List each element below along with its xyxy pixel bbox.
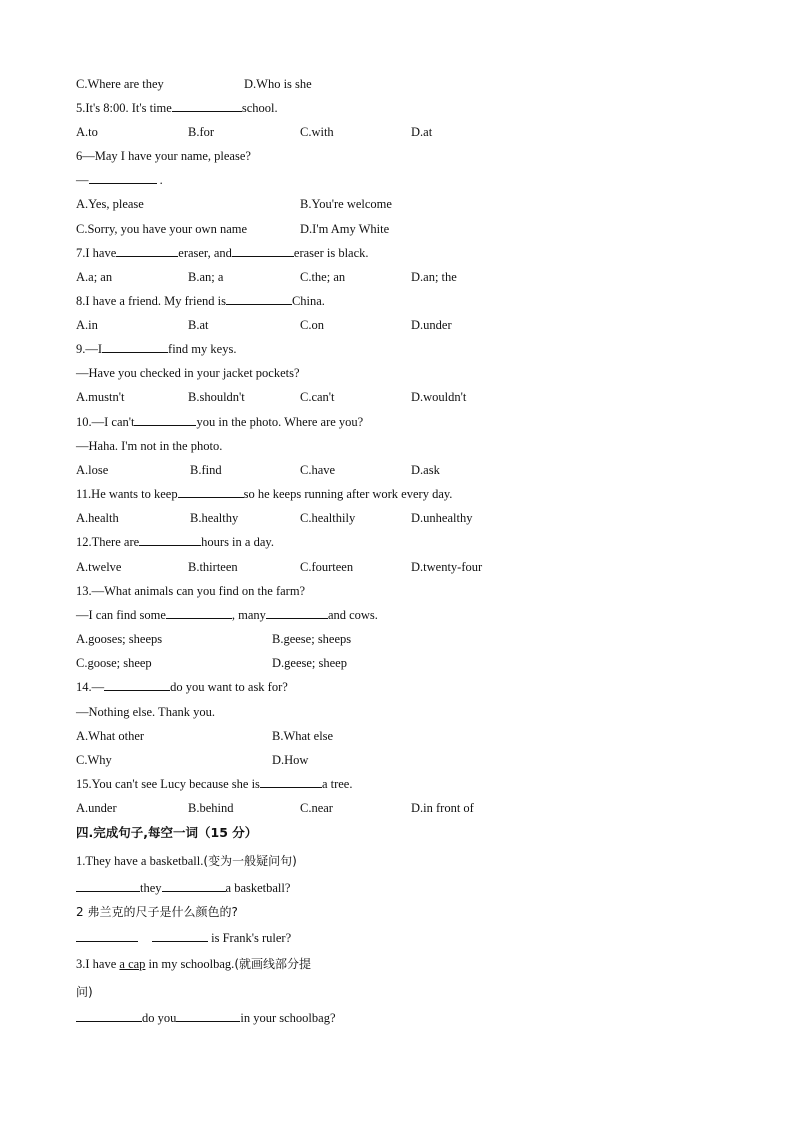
question-15-text: 15.You can't see Lucy because she is [76,777,260,791]
option-d: D.ask [411,463,440,477]
sentence-1-instruction: (变为一般疑问句) [203,854,297,868]
sentence-1-text: a basketball? [225,881,291,895]
question-7-text: eraser, and [178,246,232,260]
option-c: C.with [300,125,334,139]
option-c: C.goose; sheep [76,656,152,670]
question-11-text: so he keeps running after work every day. [243,487,453,501]
option-c: C.Sorry, you have your own name [76,222,248,236]
option-a: A.under [76,801,117,815]
answer-blank[interactable] [176,1010,240,1022]
option-c: C.fourteen [300,560,354,574]
question-13-text: and cows. [327,608,378,622]
option-b: B.healthy [190,511,239,525]
option-b: B.You're welcome [300,197,392,211]
option-c: C.can't [300,390,335,404]
option-b: B.for [188,125,215,139]
question-14-text: 14.— [76,680,105,694]
answer-blank[interactable] [76,880,140,892]
sentence-2-answer [76,930,291,946]
answer-blank[interactable] [134,414,196,426]
option-d: D.under [411,318,452,332]
option-a: A.to [76,125,98,139]
option-c: C.the; an [300,270,346,284]
question-10-text: 10.—I can't [76,415,135,429]
question-12 [76,534,274,550]
question-10-text: you in the photo. Where are you? [196,415,364,429]
answer-blank[interactable] [266,607,328,619]
question-5 [76,100,278,116]
question-9-response: —Have you checked in your jacket pockets? [76,366,300,380]
answer-blank[interactable] [102,341,168,353]
option-c: C.healthily [300,511,356,525]
response-end: . [156,173,163,187]
option-b: B.thirteen [188,560,238,574]
question-14-response: —Nothing else. Thank you. [76,705,215,719]
question-6-stem: 6—May I have your name, please? [76,149,251,163]
underlined-phrase: a cap [119,957,146,971]
question-15-text: a tree. [321,777,353,791]
option-a: A.health [76,511,119,525]
option-a: A.mustn't [76,390,125,404]
option-c: C.near [300,801,333,815]
question-11-text: 11.He wants to keep [76,487,178,501]
option-d: D.twenty-four [411,560,483,574]
option-d: D.at [411,125,433,139]
question-10 [76,414,363,430]
sentence-3-prompt [76,956,311,972]
question-13-text: , many [231,608,266,622]
answer-blank[interactable] [260,776,322,788]
question-14-text: do you want to ask for? [170,680,288,694]
option-c: C.Where are they [76,77,164,91]
sentence-1-answer [76,880,290,896]
option-a: A.lose [76,463,109,477]
question-14 [76,679,288,695]
question-12-text: 12.There are [76,535,140,549]
question-13-text: —I can find some [76,608,166,622]
answer-blank[interactable] [226,293,292,305]
answer-blank[interactable] [172,100,242,112]
question-7 [76,245,369,261]
option-b: B.geese; sheeps [272,632,352,646]
option-a: A.a; an [76,270,113,284]
option-d: D.geese; sheep [272,656,347,670]
question-8-text: 8.I have a friend. My friend is [76,294,226,308]
question-6-response [76,172,163,188]
option-b: B.behind [188,801,234,815]
option-c: C.Why [76,753,112,767]
option-d: D.unhealthy [411,511,473,525]
question-7-text: eraser is black. [293,246,369,260]
option-a: A.twelve [76,560,122,574]
question-12-text: hours in a day. [201,535,274,549]
question-10-response: —Haha. I'm not in the photo. [76,439,223,453]
question-8-text: China. [291,294,325,308]
option-a: A.Yes, please [76,197,144,211]
option-d: D.How [272,753,309,767]
answer-blank[interactable] [76,1010,142,1022]
sentence-1-prompt [76,853,297,869]
answer-blank[interactable] [76,930,138,942]
answer-blank[interactable] [232,245,294,257]
option-d: D.wouldn't [411,390,467,404]
answer-blank[interactable] [162,880,226,892]
answer-blank[interactable] [178,486,244,498]
option-b: B.an; a [188,270,224,284]
question-9 [76,341,236,357]
option-a: A.What other [76,729,145,743]
sentence-3-instruction-end: 问) [76,985,93,999]
sentence-3-text: in your schoolbag? [240,1011,336,1025]
option-c: C.on [300,318,324,332]
option-d: D.Who is she [244,77,312,91]
sentence-1-text: 1.They have a basketball. [76,854,204,868]
question-7-text: 7.I have [76,246,117,260]
sentence-2-prompt: 2 弗兰克的尺子是什么颜色的? [76,905,238,919]
question-13-response [76,607,378,623]
question-15 [76,776,352,792]
option-c: C.have [300,463,336,477]
option-d: D.an; the [411,270,457,284]
question-5-text: school. [241,101,278,115]
question-11 [76,486,452,502]
option-b: B.What else [272,729,334,743]
sentence-3-instruction: (就画线部分提 [234,957,311,971]
option-a: A.gooses; sheeps [76,632,163,646]
question-5-text: 5.It's 8:00. It's time [76,101,172,115]
sentence-2-text: is Frank's ruler? [211,931,292,945]
sentence-3-text: 3.I have [76,957,120,971]
answer-blank[interactable] [166,607,232,619]
question-13-stem: 13.—What animals can you find on the farm? [76,584,306,598]
response-dash: — [76,173,89,187]
question-8 [76,293,325,309]
option-d: D.I'm Amy White [300,222,390,236]
answer-blank[interactable] [152,930,208,942]
option-d: D.in front of [411,801,474,815]
sentence-1-text: they [140,881,162,895]
option-b: B.shouldn't [188,390,245,404]
answer-blank[interactable] [104,679,170,691]
answer-blank[interactable] [116,245,178,257]
question-9-text: 9.—I [76,342,103,356]
answer-blank[interactable] [89,172,157,184]
question-9-text: find my keys. [168,342,237,356]
sentence-3-text: in my schoolbag. [145,957,235,971]
option-b: B.find [190,463,222,477]
sentence-3-answer [76,1010,336,1026]
sentence-3-text: do you [142,1011,177,1025]
answer-blank[interactable] [139,534,201,546]
option-a: A.in [76,318,98,332]
section-heading: 四.完成句子,每空一词（15 分） [76,825,258,840]
option-b: B.at [188,318,209,332]
